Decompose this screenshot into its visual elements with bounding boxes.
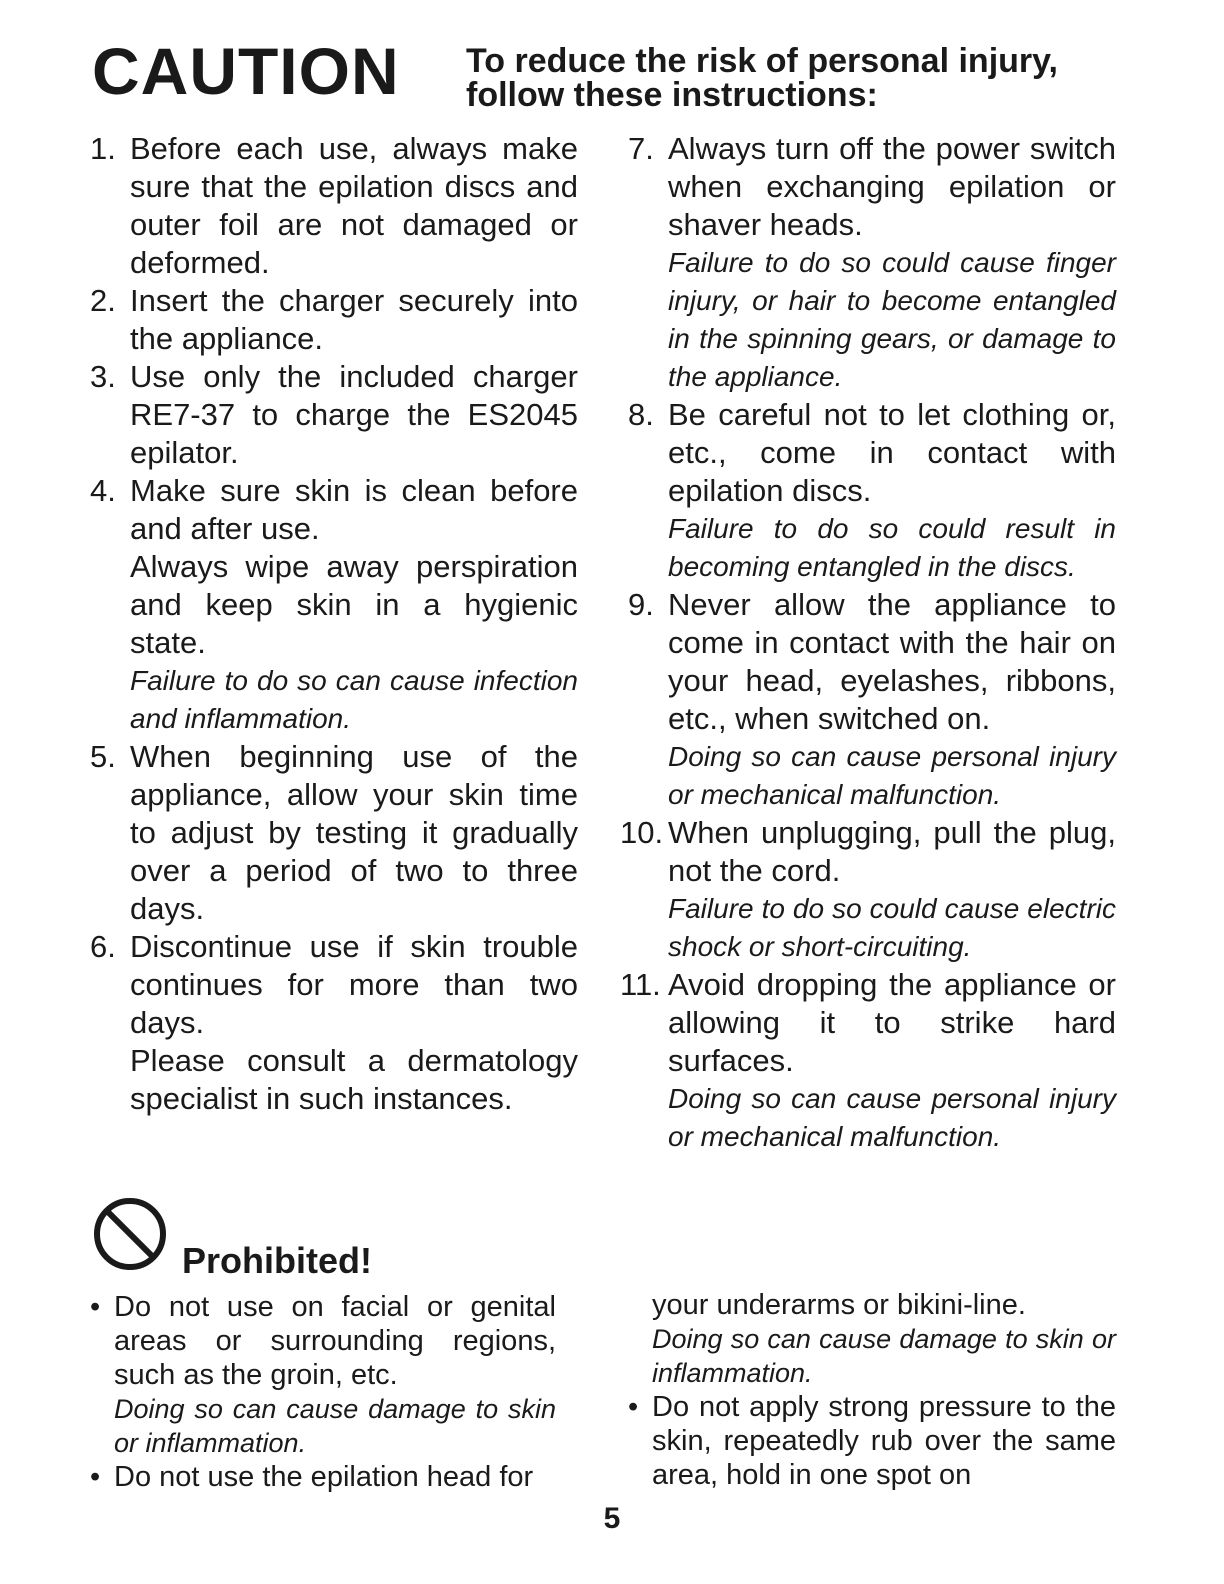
item-note: Doing so can cause personal injury or mechanical malfunction.	[668, 1083, 1116, 1152]
item-text: When unplugging, pull the plug, not the cord.	[668, 815, 1116, 888]
caution-list-left	[90, 130, 578, 1118]
bullet-marker: •	[90, 1291, 101, 1323]
item-text: Discontinue use if skin trouble continues for more than two days.	[130, 929, 578, 1040]
item-note: Failure to do so could result in becoming entangled in the discs.	[668, 513, 1116, 582]
item-number: 10.	[620, 815, 664, 850]
item-note: Doing so can cause personal injury or mechanical malfunction.	[668, 741, 1116, 810]
list-item	[90, 928, 578, 1118]
list-item	[90, 738, 578, 928]
item-note: Doing so can cause damage to skin or inflammation.	[652, 1324, 1116, 1388]
item-text-extra: Please consult a dermatology specialist in such instances.	[130, 1043, 578, 1116]
prohibited-icon	[92, 1196, 172, 1276]
list-item	[90, 130, 578, 282]
item-note: Failure to do so could cause finger injury, or hair to become entangled in the spinning gears, or damage to the appliance.	[668, 247, 1116, 392]
item-note: Failure to do so could cause electric shock or short-circuiting.	[668, 893, 1116, 962]
item-number: 3.	[90, 359, 116, 394]
item-number: 8.	[628, 397, 654, 432]
item-text: Do not use the epilation head for	[114, 1461, 534, 1493]
item-text: Never allow the appliance to come in contact with the hair on your head, eyelashes, ribbons, etc., when switched on.	[668, 587, 1116, 736]
list-item	[90, 1290, 556, 1460]
item-number: 2.	[90, 283, 116, 318]
list-item-continued	[628, 1288, 1116, 1390]
page-number: 5	[603, 1502, 621, 1535]
bullet-marker: •	[628, 1391, 639, 1423]
list-item	[90, 1460, 556, 1494]
item-number: 1.	[90, 131, 116, 166]
caution-title: CAUTION	[92, 34, 400, 108]
item-text: Before each use, always make sure that the epilation discs and outer foil are not damaged or deformed.	[130, 131, 578, 280]
item-text: Insert the charger securely into the appliance.	[130, 283, 578, 356]
item-note: Doing so can cause damage to skin or inflammation.	[114, 1394, 556, 1458]
item-text: Use only the included charger RE7-37 to charge the ES2045 epilator.	[130, 359, 578, 470]
item-text: your underarms or bikini-line.	[652, 1289, 1026, 1321]
list-item	[620, 814, 1116, 966]
list-item	[628, 130, 1116, 396]
item-number: 7.	[628, 131, 654, 166]
list-item	[620, 966, 1116, 1156]
prohibited-label: Prohibited!	[182, 1240, 372, 1281]
item-text: Be careful not to let clothing or, etc., come in contact with epilation discs.	[668, 397, 1116, 508]
item-text: Make sure skin is clean before and after use.	[130, 473, 578, 546]
item-text: When beginning use of the appliance, allow your skin time to adjust by testing it gradually over a period of two to three days.	[130, 739, 578, 926]
bullet-marker: •	[90, 1461, 101, 1493]
item-number: 9.	[628, 587, 654, 622]
caution-subtitle: To reduce the risk of personal injury, follow these instructions:	[466, 42, 1058, 114]
item-number: 6.	[90, 929, 116, 964]
list-item	[628, 396, 1116, 586]
item-text: Do not use on facial or genital areas or surrounding regions, such as the groin, etc.	[114, 1291, 556, 1391]
list-item	[90, 282, 578, 358]
prohibited-list-right	[628, 1288, 1116, 1492]
prohibited-list-left	[90, 1290, 556, 1494]
item-text: Always turn off the power switch when exchanging epilation or shaver heads.	[668, 131, 1116, 242]
item-number: 5.	[90, 739, 116, 774]
item-note: Failure to do so can cause infection and inflammation.	[130, 665, 578, 734]
list-item	[90, 358, 578, 472]
list-item	[628, 586, 1116, 814]
item-text: Avoid dropping the appliance or allowing it to strike hard surfaces.	[668, 967, 1116, 1078]
item-number: 4.	[90, 473, 116, 508]
item-text-extra: Always wipe away perspiration and keep skin in a hygienic state.	[130, 549, 578, 660]
item-text: Do not apply strong pressure to the skin, repeatedly rub over the same area, hold in one spot on	[652, 1391, 1116, 1491]
item-number: 11.	[620, 967, 661, 1002]
list-item	[628, 1390, 1116, 1492]
list-item	[90, 472, 578, 738]
caution-list-right	[620, 130, 1116, 1156]
prohibited-heading	[92, 1196, 492, 1286]
